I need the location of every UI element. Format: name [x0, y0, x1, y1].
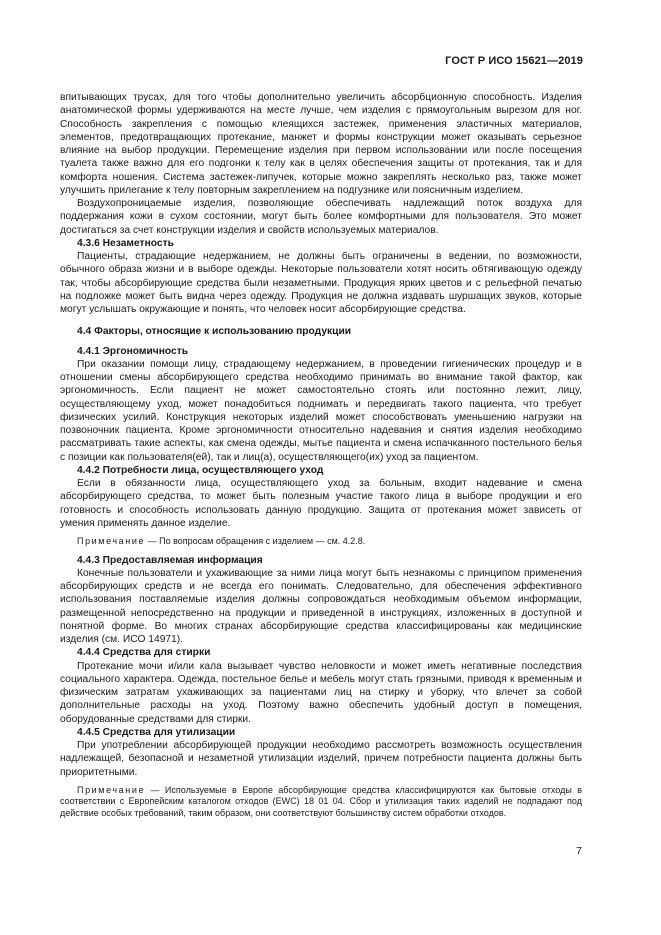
note-label: Примечание: [77, 536, 146, 546]
heading-4-4: 4.4 Факторы, относящие к использованию продукции: [77, 326, 352, 338]
paragraph-information: Конечные пользователи и ухаживающие за ними лица могут быть незнакомы с принципом применения абсорбирующих средств и не всегда его понимать. Следовательно, для обеспечения эффективного использования поставляемые изделия должны сопровождаться необходимым объемом информации, размещенной непосредственно на продукции и приведенной в инструкциях, изложенных в доступной и понятной форме. Во многих странах абсорбирующие средства классифицированы как медицинские изделия (см. ИСО 14971).: [60, 567, 582, 646]
paragraph-disposal: При употреблении абсорбирующей продукции необходимо рассмотреть возможность осуществления надлежащей, безопасной и незаметной утилизации изделий, причем потребности пациента должны быть приоритетными.: [60, 740, 582, 778]
note-waste-catalogue: [60, 785, 582, 820]
paragraph-caregiver-needs: Если в обязанности лица, осуществляющего уход за больным, входит надевание и смена абсорбирующего средства, то может быть полезным участие такого лица в выборе продукции и его готовность и способность использовать данную продукцию. Защита от протекания может зависеть от умения применять данное изделие.: [60, 478, 582, 529]
page-number: 7: [576, 845, 582, 857]
note-label: Примечание: [77, 784, 146, 795]
heading-4-4-2: 4.4.2 Потребности лица, осуществляющего уход: [77, 464, 324, 476]
heading-4-3-6: 4.3.6 Незаметность: [77, 237, 174, 249]
paragraph-laundry: Протекание мочи и/или кала вызывает чувство неловкости и может иметь негативные последствия социального характера. Одежда, постельное белье и мебель могут стать грязными, приводя к временным и физическим затратам ухаживающих за пациентами лиц на стирку и уборку, что влечет за собой дополнительные расходы на уход. Поэтому важно обеспечить удобный доступ в помещения, оборудованные средствами для стирки.: [60, 660, 582, 725]
paragraph-ergonomics: При оказании помощи лицу, страдающему недержанием, в проведении гигиенических процедур и в отношении смены абсорбирующего средства необходимо принимать во внимание такой фактор, как эргономичность. Если пациент не может самостоятельно стоять или постоянно лежит, лицу, осуществляющему уход, может понадобиться поднимать и передвигать такого пациента, что требует физических усилий. Конструкция некоторых изделий может способствовать уменьшению нагрузки на позвоночник пациента. Кроме эргономичности относительно надевания и снятия изделия необходимо рассматривать такие аспекты, как смена одежды, мытье пациента и смена испачканного постельного белья с позиции как пользователя(ей), так и лиц(а), осуществляющего(их) уход за пациентом.: [60, 358, 582, 463]
document-body: [60, 91, 582, 820]
heading-4-4-5: 4.4.5 Средства для утилизации: [77, 726, 236, 738]
heading-4-4-3: 4.4.3 Предоставляемая информация: [77, 554, 263, 566]
heading-4-4-1: 4.4.1 Эргономичность: [77, 345, 189, 357]
paragraph-continuation: впитывающих трусах, для того чтобы дополнительно увеличить абсорбционную способность. Изделия анатомической формы удерживаются на месте лучше, чем изделия с прямоугольным вырезом для ног. Способность закрепления с помощью клеящихся застежек, применения эластичных материалов, элементов, предотвращающих протекание, манжет и формы конструкции может оказывать серьезное влияние на выбор продукции. Перемещение изделия при первом использовании или после посещения туалета также важно для его подгонки к телу как в целях обеспечения защиты от протекания, так и для комфорта ношения. Система застежек-липучек, которые можно закреплять несколько раз, также может улучшить прилегание к телу повторным закреплением на подгузнике или поясничным изделием.: [60, 92, 582, 196]
paragraph-discretion: Пациенты, страдающие недержанием, не должны быть ограничены в ведении, по возможности, обычного образа жизни и в выборе одежды. Некоторые пользователи хотят носить обтягивающую одежду так, чтобы абсорбирующие средства были незаметными. Продукция ярких цветов и с рельефной печатью на подложке может быть видна через одежду. Продукция не должна издавать шуршащих звуков, которые могут услышать окружающие и понять, что человек носит абсорбирующие средства.: [60, 251, 582, 315]
note-text: — По вопросам обращения с изделием — см. 4.2.8.: [145, 536, 366, 546]
paragraph-breathability: Воздухопроницаемые изделия, позволяющие обеспечивать надлежащий поток воздуха для поддержания кожи в сухом состоянии, могут быть более комфортными для пользователя. Это может достигаться за счет конструкции изделия и свойств используемых материалов.: [60, 198, 582, 236]
note-text: — Используемые в Европе абсорбирующие средства классифицируются как бытовые отходы в соответствии с Европейским каталогом отходов (EWC) 18 01 04. Сбор и утилизация таких изделий не подпадают под действие особых требований, таким образом, они соответствуют большинству систем обработки отходов.: [60, 784, 582, 819]
note-handling: [60, 536, 582, 548]
heading-4-4-4: 4.4.4 Средства для стирки: [77, 647, 211, 659]
standard-code-header: ГОСТ Р ИСО 15621—2019: [445, 55, 583, 67]
